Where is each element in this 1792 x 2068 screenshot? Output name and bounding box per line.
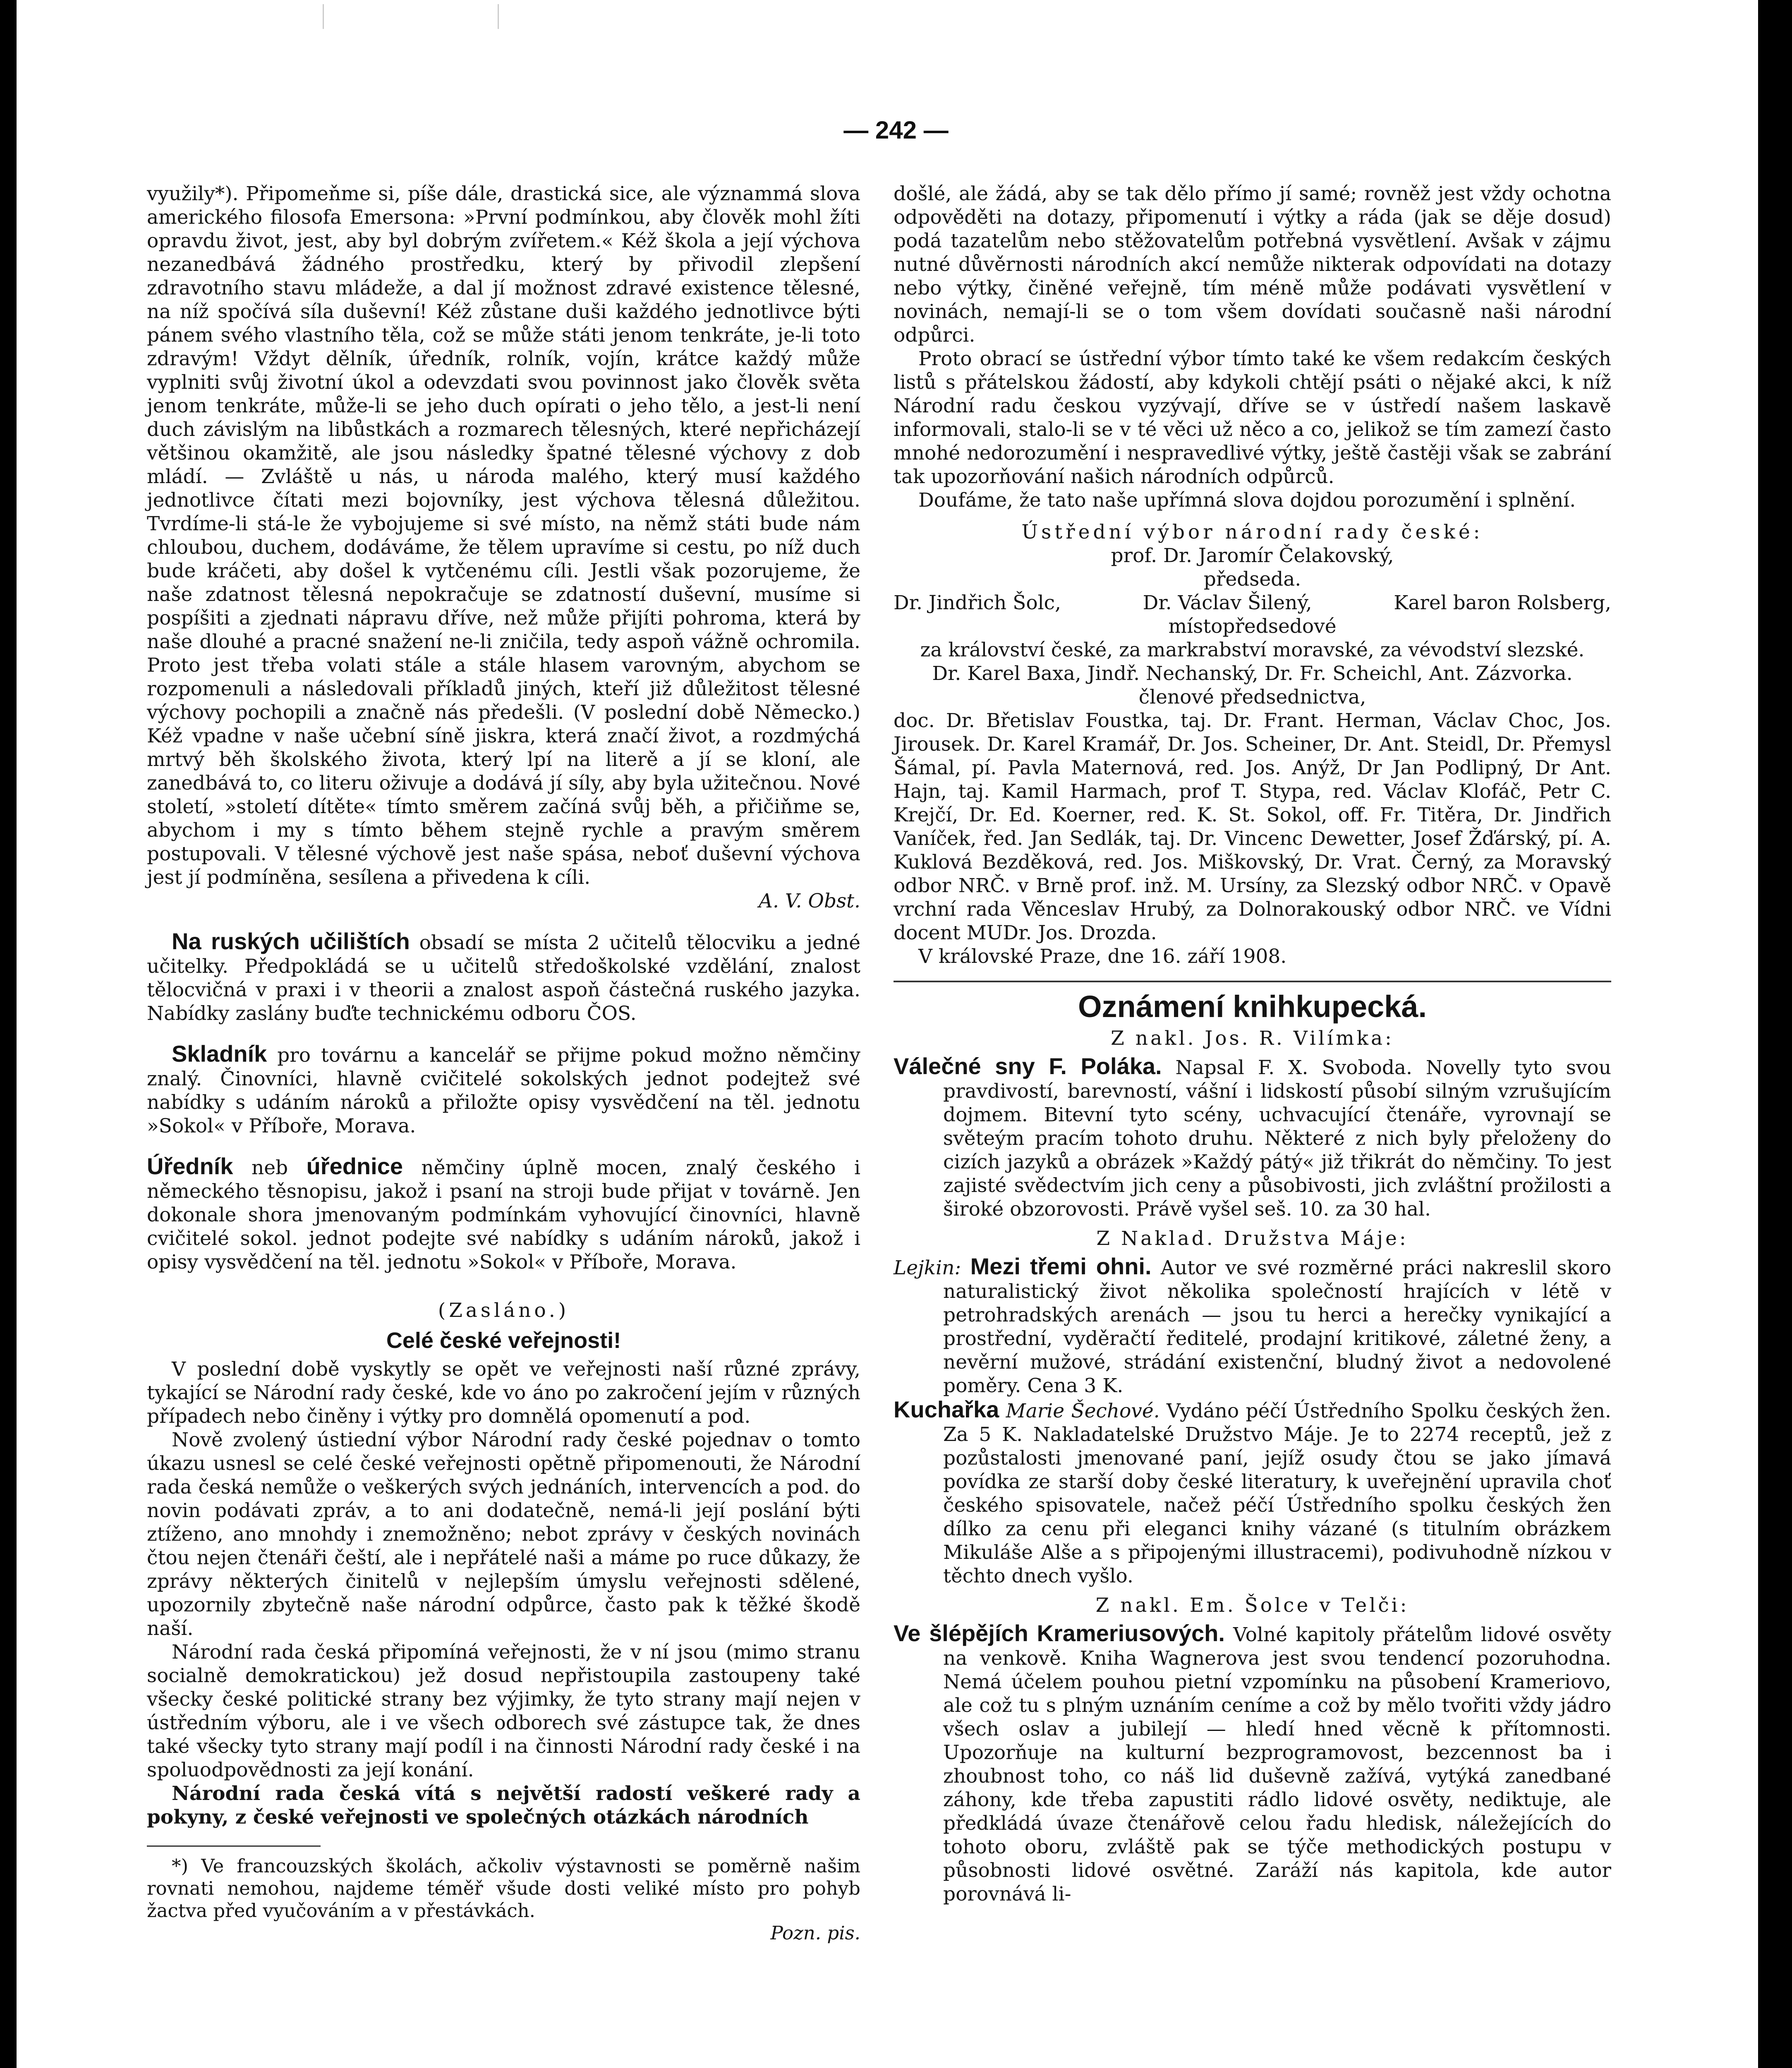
open-letter-paragraph-2: Nově zvolený ústiední výbor Národní rady české pojednav o tomto úkazu usnesl se celé české veřejnosti opětně připomenouti, že Národní rada česká nemůže o veškerých svých jednáních, intervencích a pod. do novin podávati zpráv, a to ani dodatečně, nemá-li její poslání býti ztíženo, ano mnohdy i znemožněno; nebot zprávy v českých novinách čtou nejen čtenáři čeští, ale i nepřátelé naši a máme po ruce důkazy, že zprávy některých činitelů v nejlepším úmyslu veřejnosti sdělené, upozornily zbytečně naše národní odpůrce, často pak k těžké škodě naší. [147,1429,860,1640]
book-3-title: Kuchařka [894,1396,999,1422]
ad-clerk-heading-2: úřednice [306,1153,403,1179]
footnote-rule [147,1845,321,1847]
vice-chair-2: Dr. Václav Šilený, [1143,591,1312,614]
publisher-vilimek: Z nakl. Jos. R. Vilímka: [1111,1027,1394,1050]
ad-storekeeper-text: pro továrnu a kancelář se přijme pokud možno němčiny znalý. Činovníci, hlavně cvičitelé sokolských jednot podejtež své nabídky s udáním nároků a přiložte opisy vysvědčení na těl. jednotu »Sokol« v Příboře, Morava. [147,1044,860,1137]
book-4-text: Volné kapitoly přátelům lidové osvěty na venkově. Kniha Wagnerova jest svou tendencí pozoruhodna. Nemá účelem pouhou pietní vzpomínku na působení Krameriovo, ale což tu s plným uznáním ceníme a což by mělo tvořiti vždy jádro všech oslav a jubilejí — hledí hned věcně k přítomnosti. Upozorňuje na kulturní bezprogramovost, bezcennost ba i zhoubnost toho, co náš lid duševně zažívá, vytýká zanedbané záhony, kde třeba zapustiti rádlo lidové osvěty, nediktuje, ale předkládá úvaze čtenářově celou řadu hledisk, náležejících do tohoto oboru, zvláště pak se týče methodických postupu v působnosti lidové osvětné. Zaráží nás kapitola, kde autor porovnává li- [943,1623,1611,1905]
footnote-signature: Pozn. pis. [770,1922,860,1944]
signature-date: V královské Praze, dne 16. září 1908. [918,945,1287,968]
book-2-author: Lejkin: [894,1257,970,1279]
signature-member-list: doc. Dr. Břetislav Foustka, taj. Dr. Frant. Herman, Václav Choc, Jos. Jirousek. Dr. Karel Kramář, Dr. Jos. Scheiner, Dr. Ant. Steidl, Dr. Přemysl Šámal, pí. Pavla Maternová, red. Jos. Anýž, Dr Jan Podlipný, Dr Ant. Hajn, taj. Kamil Harmach, prof T. Stypa, red. Václav Klofáč, Petr C. Krejčí, Dr. Ed. Koerner, red. K. St. Sokol, off. Fr. Titěra, Dr. Jindřich Vaníček, řed. Jan Sedlák, taj. Dr. Vincenc Dewetter, Josef Žďárský, pí. A. Kuklová Bezděková, red. Jos. Miškovský, Dr. Vrat. Černý, za Moravský odbor NRČ. v Brně prof. inž. M. Ursíny, za Slezský odbor NRČ. v Opavě vrchní rada Věnceslav Hrubý, za Dolnorakouský odbor NRČ. ve Vídni docent MUDr. Jos. Drozda. [894,709,1611,944]
scan-smudge [323,4,499,29]
book-2-text: Autor ve své rozměrné práci nakreslil skoro naturalistický život několika společností hrajících v létě v petrohradských arenách — jsou tu herci a herečky vynikající a prostřední, vyděračtí ředitelé, prodajní kritikové, záletné ženy, a nevěrní mužové, strádání existenční, bludný život a nedovolené poměry. Cena 3 K. [943,1257,1611,1397]
book-4-title: Ve šlépějích Krameriusových. [894,1620,1225,1646]
book-1-text: Napsal F. X. Svoboda. Novelly tyto svou pravdivostí, barevností, vášní i lidskostí působí silným vzrušujícím dojmem. Bitevní tyto scény, uchvacující čtenáře, vyrovnají se světeým pracím tohoto druhu. Některé z nich byly přeloženy do cizích jazyků a obrázek »Každý pátý« již třikrát do němčiny. To jest zajisté svědectvím jich ceny a působivosti, jich zvláštní prožilosti a široké obzorovosti. Právě vyšel seš. 10. za 30 hal. [943,1056,1611,1221]
scan-border-left [0,0,17,2068]
open-letter-paragraph-3: Národní rada česká připomíná veřejnosti, že v ní jsou (mimo stranu socialně demokratickou) jež dosud nepřistoupila zastoupeny také všecky české politické strany bez výjimky, že tyto strany mají nejen v ústředním výboru, ale i ve všech odborech své zástupce tak, že dnes také všecky tyto strany mají podíl i na činnosti Národní rady české i na spoluodpovědnosti za její konání. [147,1641,860,1781]
ad-storekeeper [147,1042,860,1138]
signature-vice-chairs [894,591,1611,615]
signature-presidium: Dr. Karel Baxa, Jindř. Nechanský, Dr. Fr. Scheichl, Ant. Zázvorka. [932,662,1573,685]
book-2-title: Mezi třemi ohni. [970,1253,1152,1279]
vice-chair-1: Dr. Jindřich Šolc, [894,591,1061,614]
book-3-author: Marie Šechové. [999,1400,1160,1422]
open-letter-continued-2: Proto obrací se ústřední výbor tímto také ke všem redakcím českých listů s přátelskou žádostí, aby kdykoli chtějí psáti o nějaké akci, k níž Národní radu českou vyzývají, dříve se v ústředí našem laskavě informovali, stalo-li se v té věci už něco a co, jelikož se tím zamezí často mnohé nedorozumění i nespravedlivé výtky, ještě častěji však se zabrání tak upozorňování našich národních odpůrců. [894,347,1611,488]
ad-clerk-connector: neb [233,1156,307,1179]
open-letter-paragraph-4: Národní rada česká vítá s největší radostí veškeré rady a pokyny, z české veřejnosti ve společných otázkách národních [147,1782,860,1829]
open-letter-continued-3: Doufáme, že tato naše upřímná slova dojdou porozumění i splnění. [918,489,1576,512]
footnote: *) Ve francouzských školách, ačkoliv výstavnosti se poměrně našim rovnati nemohou, najdeme téměř všude dosti veliké místo pro pohyb žactva před vyučováním a v přestávkách. [147,1855,860,1922]
ad-clerk [147,1154,860,1274]
open-letter-paragraph-1: V poslední době vyskytly se opět ve veřejnosti naší různé zprávy, tykající se Národní rady české, kde vo áno po zakročení jejím v různých případech nebo činěny i výtky pro domnělá opomenutí a pod. [147,1358,860,1428]
book-notice-2 [894,1254,1611,1398]
ad-clerk-text: němčiny úplně mocen, znalý českého i německého těsnopisu, jakož i psaní na stroji bude přijat v továrně. Jen dokonale shora jmenovaným podmínkám vyhovující činovníci, hlavně cvičitelé sokol. jednot podejte své nabídky s udáním nároků, jakož i opisy vysvědčení na těl. jednotu »Sokol« v Příboře, Morava. [147,1156,860,1273]
article-paragraph: využily*). Připomeňme si, píše dále, drastická sice, ale význammá slova amerického filosofa Emersona: »První podmínkou, aby člověk mohl žíti opravdu život, jest, aby byl dobrým zvířetem.« Kéž škola a její výchova nezanedbává žádného prostředku, který by přivodil zlepšení zdravotního stavu mládeže, a dal jí možnost zdravé existence tělesné, na níž spočívá síla duševní! Kéž zůstane duši každého jednotlivce býti pánem svého vlastního těla, což se může státi jenom tenkráte, je-li toto zdravým! Vždyt dělník, úředník, rolník, vojín, krátce každý může vyplniti svůj životní úkol a odevzdati svou povinnost jako člověk světa jenom tenkráte, může-li se jeho duch opírati o jeho tělo, a jest-li není duch závislým na libůstkách a rozmarech tělesných, které nepřicházejí většinou okamžitě, ale jsou následky špatné tělesné výchovy z dob mládí. — Zvláště u nás, u národa malého, který musí každého jednotlivce čítati mezi bojovníky, jest výchova tělesná důležitou. Tvrdíme-li stá-le že vybojujeme si své místo, na němž státi bude nám chloubou, duchem, dodáváme, že tělem upravíme si cestu, po níž duch bude kráčeti, aby došel k vytčenému cíli. Jestli však pozorujeme, že naše zdatnost tělesná nepokračuje se zdatností duševní, musíme si pospíšiti a zjednati nápravu dříve, než může přijíti pohroma, která by naše dlouhé a pracné snažení ne-li zničila, tedy aspoň vážně ochromila. Proto jest třeba volati stále a stále hlasem varovným, abychom se rozpomenuli a následovali příkladů jiných, kteří již důležitost tělesné výchovy pochopili a značně nás předešli. (V poslední době Německo.) Kéž vpadne v naše učební síně jiskra, která značí život, a rozdmýchá mrtvý běh školského života, který lpí na literě a jí se kloní, ale zanedbává to, co literu oživuje a dodává jí síly, aby byla užitečnou. Nové století, »století dítěte« tímto směrem začíná svůj běh, a přičiňme se, abychom i my s tímto během stejně rychle a pravým směrem postupovali. V tělesné výchově jest naše spása, neboť duševní výchova jest jí podmíněna, sesílena a přivedena k cíli. [147,182,860,889]
ad-teachers-heading: Na ruských učilištích [172,928,410,954]
book-1-title: Válečné sny F. Poláka. [894,1053,1162,1079]
article-signature: A. V. Obst. [759,890,860,912]
publisher-solc: Z nakl. Em. Šolce v Telči: [1095,1594,1409,1617]
book-notice-4 [894,1621,1611,1906]
left-column [147,182,860,1944]
section-rule [894,981,1611,982]
sent-in-label: (Zasláno.) [438,1299,570,1322]
signature-chair-role: předseda. [1203,568,1301,591]
ad-teachers [147,929,860,1025]
book-3-text: Vydáno péčí Ústředního Spolku českých žen. Za 5 K. Nakladatelské Družstvo Máje. Je to 2274 receptů, jež z pozůstalosti jmenované paní, jejíž osudy čtou se jako jímavá povídka ze starší doby české literatury, k uveřejnění upravila choť českého spisovatele, načež péčí Ústředního spolku českých žen dílko za cenu při eleganci knihy vázané (s titulním obrázkem Mikuláše Alše a s připojenými illustracemi), podivuhodně nízkou v těchto dnech vyšlo. [943,1400,1611,1587]
signature-committee: Ústřední výbor národní rady české: [1021,521,1483,543]
book-notice-3 [894,1398,1611,1588]
signature-vice-role: místopředsedové [1168,615,1337,638]
ad-storekeeper-heading: Skladník [172,1041,267,1067]
signature-lands: za království české, za markrabství moravské, za vévodství slezské. [920,639,1585,661]
ad-teachers-text: obsadí se místa 2 učitelů tělocviku a jedné učitelky. Předpokládá se u učitelů středoškolské vzdělání, znalost tělocvičná v praxi i v theorii a znalost aspoň částečná ruského jazyka. Nabídky zaslány buďte technickému odboru ČOS. [147,931,860,1025]
ad-clerk-heading: Úředník [147,1153,233,1179]
page-number: — 242 — [843,116,949,144]
publisher-maj: Z Naklad. Družstva Máje: [1096,1227,1409,1250]
book-notices-title: Oznámení knihkupecká. [1078,989,1427,1024]
open-letter-title: Celé české veřejnosti! [386,1328,621,1353]
vice-chair-3: Karel baron Rolsberg, [1394,591,1611,614]
scan-border-right [1758,0,1792,2068]
signature-presidium-role: členové předsednictva, [1138,686,1366,708]
signature-chair: prof. Dr. Jaromír Čelakovský, [1111,544,1394,567]
open-letter-continued-1: došlé, ale žádá, aby se tak dělo přímo jí samé; rovněž jest vždy ochotna odpověděti na dotazy, připomenutí i výtky a ráda (jak se děje dosud) podá tazatelům nebo stěžovatelům potřebná vysvětlení. Avšak v zájmu nutné důvěrnosti národních akcí nemůže nikterak odpovídati na dotazy nebo výtky, činěné veřejně, tím méně může podávati vysvětlení v novinách, nemají-li se o tom všem dovídati současně naši národní odpůrci. [894,182,1611,347]
right-column [894,182,1611,1906]
book-notice-1 [894,1054,1611,1221]
